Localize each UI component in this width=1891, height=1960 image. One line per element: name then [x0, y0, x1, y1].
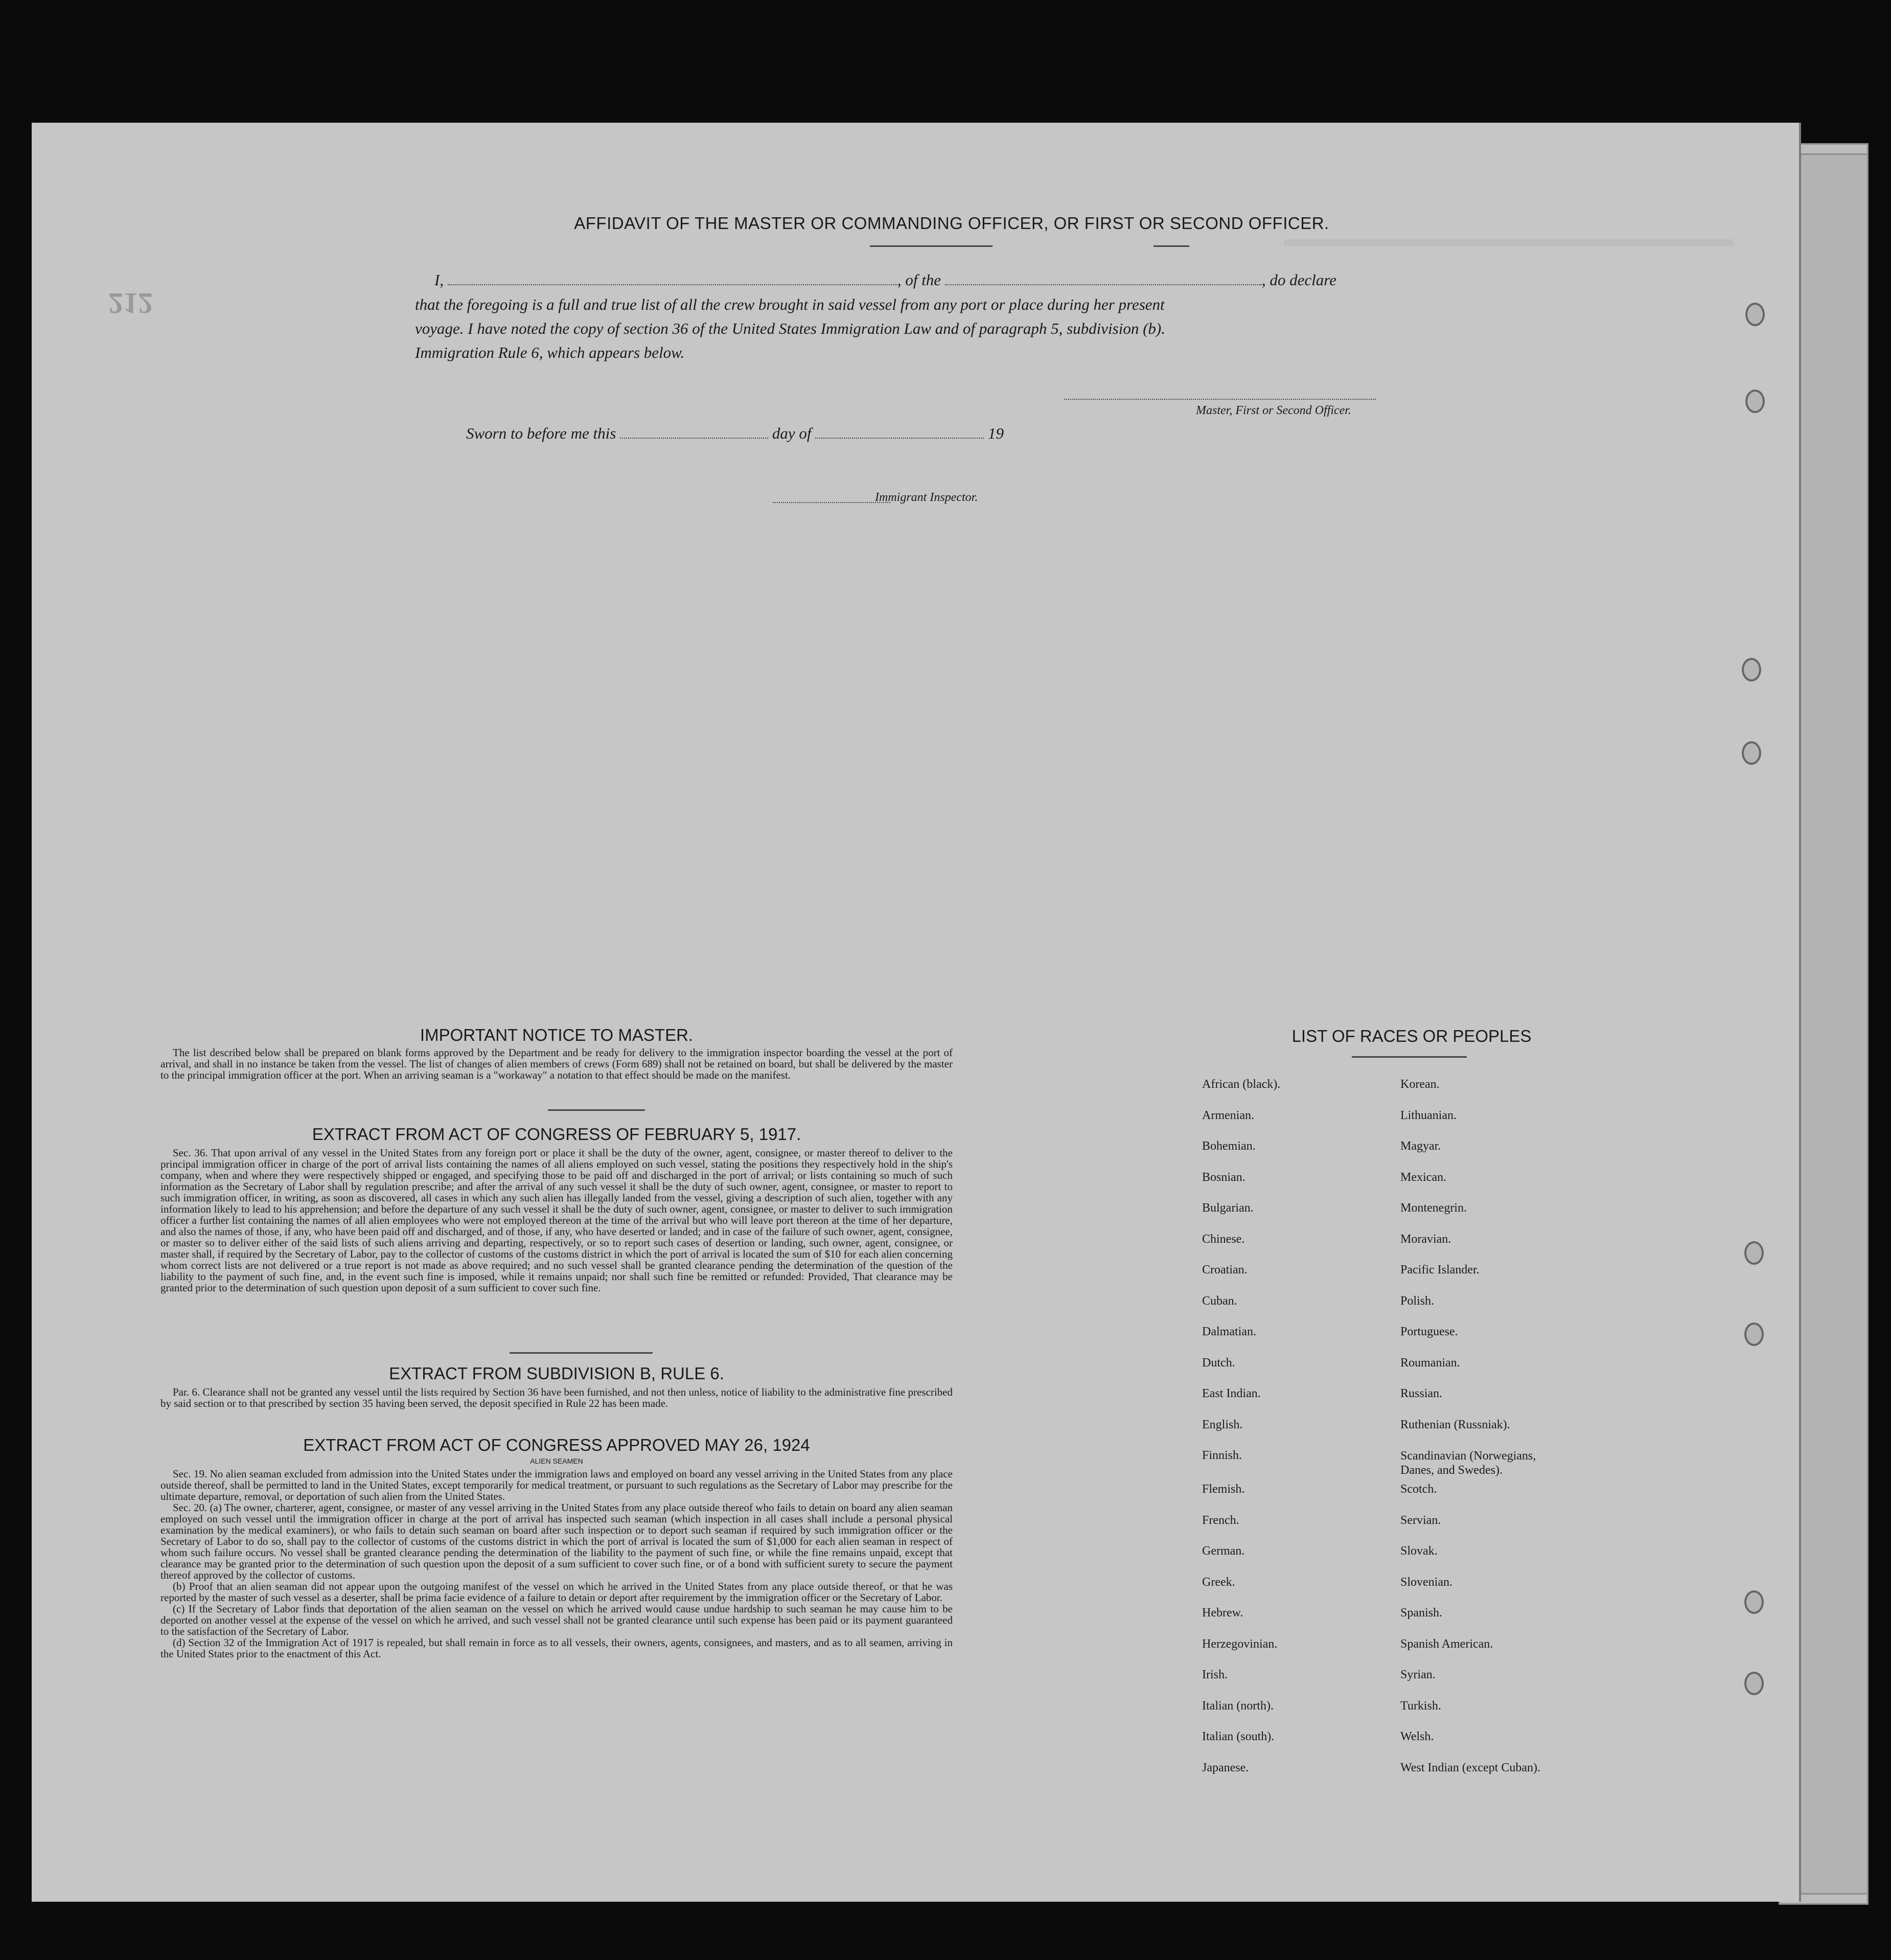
- race-item: Armenian.: [1202, 1109, 1254, 1122]
- race-item: Welsh.: [1400, 1730, 1434, 1743]
- act1924-sec19: Sec. 19. No alien seaman excluded from admission into the United States under the immigration laws and employed on board any vessel arriving in the United States from any place outside thereof, shall be permitted to land in the United States, except temporarily for medical treatment, or pursuant to such regulations as the Secretary of Labor may prescribe for the ultimate departure, removal, or deportation of such alien from the United States.: [160, 1468, 953, 1502]
- race-item: Hebrew.: [1202, 1606, 1243, 1620]
- race-item: West Indian (except Cuban).: [1400, 1761, 1540, 1774]
- race-item: Polish.: [1400, 1294, 1435, 1308]
- race-item: Slovak.: [1400, 1544, 1438, 1558]
- race-item: Pacific Islander.: [1400, 1263, 1480, 1277]
- act1917-rule: [510, 1352, 653, 1354]
- race-item: French.: [1202, 1514, 1239, 1527]
- race-item: Dalmatian.: [1202, 1325, 1256, 1338]
- affidavit-do-declare: , do declare: [1261, 271, 1336, 289]
- affidavit-line-3: voyage. I have noted the copy of section 36 of the United States Immigration Law and of paragraph 5, subdivision (b).: [415, 320, 1165, 337]
- binder-hole: [1744, 1241, 1764, 1265]
- inspector-line: [773, 502, 890, 503]
- page-mark: 212: [108, 287, 153, 320]
- subdivision-title: EXTRACT FROM SUBDIVISION B, RULE 6.: [389, 1364, 724, 1383]
- act1917-text: Sec. 36. That upon arrival of any vessel in the United States from any foreign port or place it shall be the duty of the owner, agent, consignee, or master thereof to deliver to the principal immigration officer in charge of the port of arrival lists containing the names of all aliens employed on such vessel, stating the positions they respectively hold in the ship's company, when and where they were respectively shipped or engaged, and specifying those to be paid off and discharged in the port of arrival; or lists containing so much of such information as the Secretary of Labor shall by regulation prescribe; and after the arrival of any such vessel it shall be the duty of such owner, agent, consignee, or master to report to such immigration officer, in writing, as soon as discovered, all cases in which any such alien has illegally landed from the vessel, giving a description of such alien, together with any information likely to lead to his apprehension; and before the departure of any such vessel it shall be the duty of such owner, agent, consignee, or master to deliver to such immigration officer a further list containing the names of all alien employees who were not employed thereon at the time of the arrival but who will leave port thereon at the time of her departure, and also the names of those, if any, who have been paid off and discharged, and of those, if any, who have deserted or landed; and in case of the failure of such owner, agent, consignee, or master so to deliver either of the said lists of such aliens arriving and departing, respectively, or so to report such cases of desertion or landing, such owner, agent, consignee, or master shall, if required by the Secretary of Labor, pay to the collector of customs of the customs district in which the port of arrival is located the sum of $10 for each alien concerning whom correct lists are not delivered or a true report is not made as above required; and no such vessel shall be granted clearance pending the determination of the question of the liability to the payment of such fine, and, in the event such fine is imposed, while it remains unpaid; nor shall such fine be remitted or refunded: Provided, That clearance may be granted prior to the determination of such question upon deposit of a sum sufficient to cover such fine.: [160, 1147, 953, 1294]
- binder-hole: [1744, 1590, 1764, 1614]
- races-title-rule: [1352, 1056, 1467, 1058]
- act1924-body: [160, 1468, 953, 1659]
- sworn-line: [466, 424, 1004, 443]
- binder-hole: [1745, 303, 1765, 326]
- affidavit-line-2: that the foregoing is a full and true list of all the crew brought in said vessel from any port or place during her present: [415, 295, 1165, 313]
- race-item: Scotch.: [1400, 1483, 1437, 1496]
- race-item: Greek.: [1202, 1576, 1235, 1589]
- subdivision-text: Par. 6. Clearance shall not be granted any vessel until the lists required by Section 36 have been furnished, and not then unless, notice of liability to the administrative fine prescribed by said section or to that prescribed by section 35 having been served, the deposit specified in Rule 22 has been made.: [160, 1386, 953, 1409]
- race-item: Servian.: [1400, 1514, 1441, 1527]
- race-item: German.: [1202, 1544, 1245, 1558]
- notice-title: IMPORTANT NOTICE TO MASTER.: [420, 1025, 694, 1044]
- race-item: Russian.: [1400, 1387, 1443, 1400]
- race-item: Croatian.: [1202, 1263, 1248, 1277]
- race-item: Montenegrin.: [1400, 1201, 1467, 1215]
- notice-rule: [548, 1109, 645, 1111]
- race-item: Ruthenian (Russniak).: [1400, 1418, 1510, 1431]
- affidavit-title-rule-2: [1154, 245, 1189, 247]
- day-blank: [620, 438, 768, 439]
- binder-hole: [1745, 390, 1765, 413]
- affidavit-i: I,: [434, 271, 444, 289]
- race-item: Finnish.: [1202, 1449, 1242, 1462]
- binder-hole: [1744, 1672, 1764, 1695]
- manifest-sheet: [32, 123, 1801, 1902]
- race-item: Spanish.: [1400, 1606, 1443, 1620]
- signature-label: Master, First or Second Officer.: [1196, 404, 1351, 417]
- affidavit-title-rule: [870, 245, 993, 247]
- act1924-sec20a: Sec. 20. (a) The owner, charterer, agent, consignee, or master of any vessel arriving in the United States from any place outside thereof who fails to detain on board any alien seaman employed on such vessel until the immigration officer in charge at the port of arrival has inspected such seaman (which inspection in all cases shall include a personal physical examination by the medical examiners), or who fails to detain such seaman on board after such inspection or to deport such seaman if required by such immigration officer or the Secretary of Labor to do so, shall pay to the collector of customs of the customs district in which the port of arrival is located the sum of $1,000 for each alien seaman in respect of whom such failure occurs. No vessel shall be granted clearance pending the determination of the liability to the payment of such fine, or while the fine remains unpaid, except that clearance may be granted prior to the determination of such question upon the deposit of a sum sufficient to cover such fine, or of a bond with sufficient surety to secure the payment thereof approved by the collector of customs.: [160, 1501, 953, 1581]
- race-item: African (black).: [1202, 1078, 1281, 1091]
- act1924-title: EXTRACT FROM ACT OF CONGRESS APPROVED MAY 26, 1924: [303, 1435, 810, 1454]
- signature-line: [1064, 399, 1376, 400]
- race-item: Roumanian.: [1400, 1356, 1460, 1370]
- race-item: Flemish.: [1202, 1483, 1245, 1496]
- races-title: LIST OF RACES OR PEOPLES: [1292, 1027, 1532, 1045]
- race-item: Italian (north).: [1202, 1699, 1274, 1713]
- bleed-through-text: [1284, 235, 1744, 250]
- race-item: Bohemian.: [1202, 1139, 1256, 1153]
- notice-text: The list described below shall be prepared on blank forms approved by the Department and be ready for delivery to the immigration inspector boarding the vessel at the port of arrival, and shall in no instance be taken from the vessel. The list of changes of alien members of crews (Form 689) shall not be retained on board, but shall be delivered by the master to the principal immigration officer at the port. When an arriving seaman is a "workaway" a notation to that effect should be made on the manifest.: [160, 1046, 953, 1081]
- affidavit-title: AFFIDAVIT OF THE MASTER OR COMMANDING OFFICER, OR FIRST OR SECOND OFFICER.: [574, 214, 1329, 233]
- race-item: Dutch.: [1202, 1356, 1235, 1370]
- race-item: Scandinavian (Norwegians, Danes, and Swedes).: [1400, 1449, 1536, 1477]
- binder-hole: [1742, 658, 1761, 681]
- race-item: Bosnian.: [1202, 1171, 1246, 1184]
- race-item: Irish.: [1202, 1668, 1228, 1681]
- race-item: Chinese.: [1202, 1233, 1245, 1246]
- underlying-page-edge-2: [1799, 153, 1869, 1895]
- act1924-sec20d: (d) Section 32 of the Immigration Act of 1917 is repealed, but shall remain in force as to all vessels, their owners, agents, consignees, and masters, and as to all seamen, arriving in the United States prior to the enactment of this Act.: [160, 1636, 953, 1660]
- inspector-label: Immigrant Inspector.: [875, 491, 978, 504]
- race-item: Turkish.: [1400, 1699, 1441, 1713]
- act1917-title: EXTRACT FROM ACT OF CONGRESS OF FEBRUARY 5, 1917.: [312, 1125, 801, 1144]
- race-item: Syrian.: [1400, 1668, 1436, 1681]
- act1924-sec20c: (c) If the Secretary of Labor finds that deportation of the alien seaman on the vessel on which he arrived would cause undue hardship to such seaman he may cause him to be deported on another vessel at the expense of the vessel on which he arrived, and such vessel shall not be granted clearance until such expense has been paid or its payment guaranteed to the satisfaction of the Secretary of Labor.: [160, 1603, 953, 1637]
- day-of-text: day of: [772, 424, 812, 442]
- sworn-text: Sworn to before me this: [466, 424, 616, 442]
- race-item: Korean.: [1400, 1078, 1440, 1091]
- race-item: Moravian.: [1400, 1233, 1451, 1246]
- race-item: Lithuanian.: [1400, 1109, 1457, 1122]
- binder-hole: [1742, 741, 1761, 765]
- race-item: Spanish American.: [1400, 1637, 1493, 1651]
- race-item: Japanese.: [1202, 1761, 1249, 1774]
- race-item: Cuban.: [1202, 1294, 1237, 1308]
- race-item: English.: [1202, 1418, 1243, 1431]
- month-blank: [815, 438, 984, 439]
- race-item: East Indian.: [1202, 1387, 1261, 1400]
- race-item: Magyar.: [1400, 1139, 1441, 1153]
- race-item: Herzegovinian.: [1202, 1637, 1278, 1651]
- race-item: Italian (south).: [1202, 1730, 1275, 1743]
- race-item: Bulgarian.: [1202, 1201, 1254, 1215]
- affidavit-line-1: [434, 271, 1336, 289]
- race-item: Portuguese.: [1400, 1325, 1458, 1338]
- name-blank: [448, 284, 897, 285]
- binder-hole: [1744, 1323, 1764, 1346]
- affidavit-line-4: Immigration Rule 6, which appears below.: [415, 344, 685, 361]
- year-text: 19: [987, 424, 1004, 442]
- act1924-sec20b: (b) Proof that an alien seaman did not appear upon the outgoing manifest of the vessel on which he arrived in the United States from any place outside thereof, or that he was reported by the master of such vessel as a deserter, shall be prima facie evidence of a failure to detain or deport after requirement by the immigration officer or the Secretary of Labor.: [160, 1580, 953, 1604]
- vessel-blank: [945, 284, 1262, 285]
- act1924-subtitle: ALIEN SEAMEN: [530, 1457, 583, 1465]
- race-item: Mexican.: [1400, 1171, 1446, 1184]
- affidavit-of-the: , of the: [897, 271, 941, 289]
- race-item: Slovenian.: [1400, 1576, 1452, 1589]
